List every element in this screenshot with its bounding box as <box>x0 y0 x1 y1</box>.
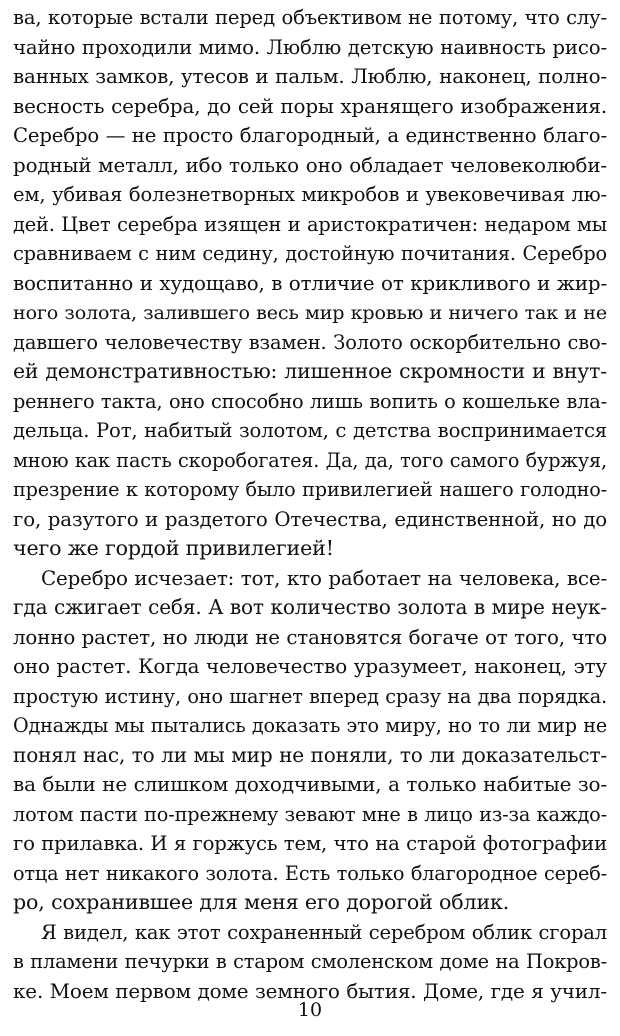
text-line: сравниваем с ним седину, достойную почитания. Серебро <box>13 242 607 265</box>
text-line: родный металл, ибо только оно обладает человеколюби- <box>13 153 607 177</box>
text-line: реннего такта, оно способно лишь вопить о кошельке вла- <box>13 389 607 413</box>
text-line: чего же гордой привилегией! <box>13 536 334 560</box>
text-line: отца нет никакого золота. Есть только благородное сереб- <box>13 861 607 885</box>
text-line: давшего человечеству взамен. Золото оскорбительно сво- <box>13 330 607 354</box>
text-line: ем, убивая болезнетворных микробов и увековечивая лю- <box>13 183 607 206</box>
text-line: ке. Моем первом доме земного бытия. Доме, где я учил- <box>13 979 607 1003</box>
body-text <box>13 3 607 1006</box>
text-line: Серебро исчезает: тот, кто работает на человека, все- <box>41 566 607 590</box>
text-line: в пламени печурки в старом смоленском доме на Покров- <box>13 950 607 973</box>
text-line: Я видел, как этот сохраненный серебром облик сгорал <box>41 920 607 944</box>
text-line: ванных замков, утесов и пальм. Люблю, наконец, полно- <box>13 65 607 88</box>
text-line: го прилавка. И я горжусь тем, что на старой фотографии <box>13 832 607 855</box>
text-line: дельца. Рот, набитый золотом, с детства воспринимается <box>13 419 607 442</box>
text-line: оно растет. Когда человечество уразумеет, наконец, эту <box>13 655 607 678</box>
text-line: гда сжигает себя. А вот количество золота в мире неук- <box>13 595 607 619</box>
text-line: ного золота, залившего весь мир кровью и ничего так и не <box>13 301 607 324</box>
text-line: лонно растет, но люди не становятся богаче от того, что <box>13 625 607 649</box>
book-page <box>13 0 607 1036</box>
text-line: чайно проходили мимо. Люблю детскую наивность рисо- <box>13 35 607 59</box>
text-line: дей. Цвет серебра изящен и аристократичен: недаром мы <box>13 212 607 236</box>
text-line: лотом пасти по-прежнему зевают мне в лицо из-за каждо- <box>13 802 607 826</box>
text-line: Однажды мы пытались доказать это миру, но то ли мир не <box>13 714 607 737</box>
text-line: ро, сохранившее для меня его дорогой облик. <box>13 890 510 914</box>
text-line: весность серебра, до сей поры хранящего изображения. <box>13 93 607 118</box>
text-line: понял нас, то ли мы мир не поняли, то ли доказательст- <box>13 742 607 767</box>
text-line: ей демонстративностью: лишенное скромности и внут- <box>13 359 607 383</box>
text-line: презрение к которому было привилегией нашего голодно- <box>13 478 607 501</box>
text-line: го, разутого и раздетого Отечества, единственной, но до <box>13 507 607 531</box>
text-line: Серебро — не просто благородный, а единственно благо- <box>13 124 607 147</box>
text-line: воспитанно и худощаво, в отличие от крикливого и жир- <box>13 271 607 295</box>
text-line: ва были не слишком доходчивыми, а только набитые зо- <box>13 772 607 796</box>
text-line: простую истину, оно шагнет вперед сразу на два порядка. <box>13 684 607 708</box>
page-number: 10 <box>297 999 323 1021</box>
text-line: мною как пасть скоробогатея. Да, да, того самого буржуя, <box>13 448 607 472</box>
text-line: ва, которые встали перед объективом не потому, что слу- <box>13 6 607 29</box>
